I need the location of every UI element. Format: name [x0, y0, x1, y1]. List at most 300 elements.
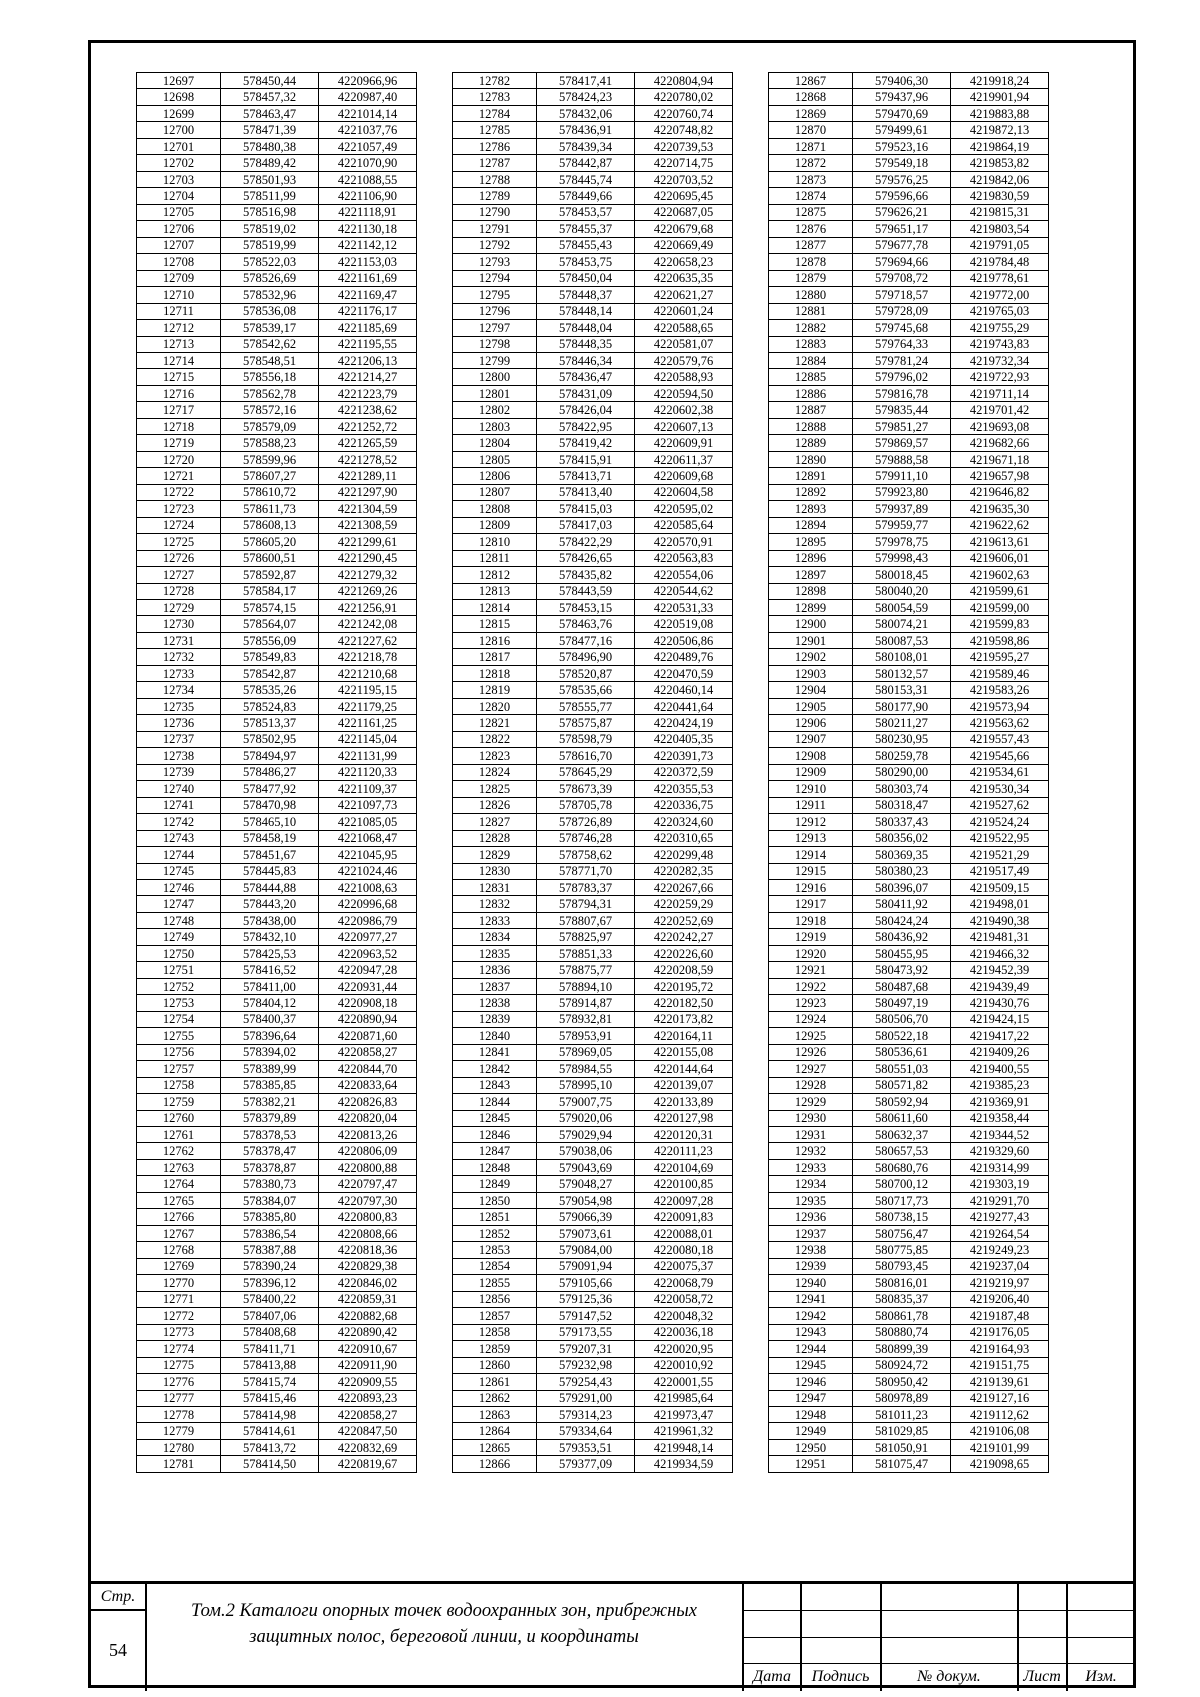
x-coordinate-cell: 578562,78	[221, 385, 319, 401]
y-coordinate-cell: 4221109,37	[319, 781, 417, 797]
x-coordinate-cell: 578519,99	[221, 237, 319, 253]
y-coordinate-cell: 4219973,47	[635, 1406, 733, 1422]
point-number-cell: 12750	[137, 945, 221, 961]
point-number-cell: 12729	[137, 600, 221, 616]
x-coordinate-cell: 578444,88	[221, 879, 319, 895]
x-coordinate-cell: 578758,62	[537, 847, 635, 863]
point-number-cell: 12782	[453, 73, 537, 89]
x-coordinate-cell: 579869,57	[853, 435, 951, 451]
point-number-cell: 12896	[769, 550, 853, 566]
point-number-cell: 12811	[453, 550, 537, 566]
x-coordinate-cell: 579781,24	[853, 352, 951, 368]
y-coordinate-cell: 4219329,60	[951, 1143, 1049, 1159]
table-row	[453, 303, 733, 319]
point-number-cell: 12825	[453, 781, 537, 797]
y-coordinate-cell: 4219595,27	[951, 649, 1049, 665]
x-coordinate-cell: 578526,69	[221, 270, 319, 286]
x-coordinate-cell: 578513,37	[221, 715, 319, 731]
point-number-cell: 12829	[453, 847, 537, 863]
table-row	[137, 1192, 417, 1208]
y-coordinate-cell: 4219101,99	[951, 1439, 1049, 1455]
table-row	[137, 1291, 417, 1307]
x-coordinate-cell: 580396,07	[853, 879, 951, 895]
y-coordinate-cell: 4220259,29	[635, 896, 733, 912]
x-coordinate-cell: 578588,23	[221, 435, 319, 451]
y-coordinate-cell: 4220611,37	[635, 451, 733, 467]
y-coordinate-cell: 4220164,11	[635, 1028, 733, 1044]
x-coordinate-cell: 578424,23	[537, 89, 635, 105]
point-number-cell: 12845	[453, 1110, 537, 1126]
table-row	[453, 484, 733, 500]
x-coordinate-cell: 580087,53	[853, 632, 951, 648]
table-row	[137, 320, 417, 336]
point-number-cell: 12892	[769, 484, 853, 500]
y-coordinate-cell: 4220800,83	[319, 1209, 417, 1225]
x-coordinate-cell: 578448,04	[537, 320, 635, 336]
x-coordinate-cell: 578385,80	[221, 1209, 319, 1225]
x-coordinate-cell: 579923,80	[853, 484, 951, 500]
point-number-cell: 12810	[453, 534, 537, 550]
table-row	[769, 501, 1049, 517]
point-number-cell: 12727	[137, 567, 221, 583]
point-number-cell: 12818	[453, 665, 537, 681]
x-coordinate-cell: 579718,57	[853, 287, 951, 303]
point-number-cell: 12699	[137, 105, 221, 121]
y-coordinate-cell: 4220111,23	[635, 1143, 733, 1159]
x-coordinate-cell: 578516,98	[221, 204, 319, 220]
point-number-cell: 12863	[453, 1406, 537, 1422]
y-coordinate-cell: 4219400,55	[951, 1061, 1049, 1077]
table-row	[769, 1390, 1049, 1406]
x-coordinate-cell: 578616,70	[537, 748, 635, 764]
x-coordinate-cell: 579254,43	[537, 1374, 635, 1390]
y-coordinate-cell: 4220847,50	[319, 1423, 417, 1439]
point-number-cell: 12824	[453, 764, 537, 780]
point-number-cell: 12932	[769, 1143, 853, 1159]
y-coordinate-cell: 4219430,76	[951, 995, 1049, 1011]
x-coordinate-cell: 578451,67	[221, 847, 319, 863]
table-row	[769, 1242, 1049, 1258]
point-number-cell: 12844	[453, 1094, 537, 1110]
y-coordinate-cell: 4220739,53	[635, 138, 733, 154]
y-coordinate-cell: 4221068,47	[319, 830, 417, 846]
point-number-cell: 12851	[453, 1209, 537, 1225]
table-row	[769, 1324, 1049, 1340]
point-number-cell: 12806	[453, 468, 537, 484]
table-row	[137, 484, 417, 500]
table-row	[769, 1341, 1049, 1357]
y-coordinate-cell: 4221290,45	[319, 550, 417, 566]
point-number-cell: 12850	[453, 1192, 537, 1208]
table-row	[137, 583, 417, 599]
y-coordinate-cell: 4220173,82	[635, 1011, 733, 1027]
point-number-cell: 12945	[769, 1357, 853, 1373]
page-label: Стр.	[91, 1584, 145, 1611]
y-coordinate-cell: 4221218,78	[319, 649, 417, 665]
point-number-cell: 12723	[137, 501, 221, 517]
x-coordinate-cell: 580680,76	[853, 1159, 951, 1175]
x-coordinate-cell: 578455,43	[537, 237, 635, 253]
x-coordinate-cell: 578415,46	[221, 1390, 319, 1406]
point-number-cell: 12781	[137, 1456, 221, 1472]
y-coordinate-cell: 4220068,79	[635, 1275, 733, 1291]
table-row	[137, 665, 417, 681]
point-number-cell: 12736	[137, 715, 221, 731]
y-coordinate-cell: 4220088,01	[635, 1225, 733, 1241]
x-coordinate-cell: 578435,82	[537, 567, 635, 583]
y-coordinate-cell: 4219599,83	[951, 616, 1049, 632]
point-number-cell: 12773	[137, 1324, 221, 1340]
point-number-cell: 12799	[453, 352, 537, 368]
table-row	[137, 1110, 417, 1126]
table-row	[137, 1127, 417, 1143]
y-coordinate-cell: 4220579,76	[635, 352, 733, 368]
table-row	[137, 879, 417, 895]
y-coordinate-cell: 4219557,43	[951, 731, 1049, 747]
y-coordinate-cell: 4221176,17	[319, 303, 417, 319]
table-row	[769, 287, 1049, 303]
table-row	[769, 1110, 1049, 1126]
y-coordinate-cell: 4220963,52	[319, 945, 417, 961]
x-coordinate-cell: 578953,91	[537, 1028, 635, 1044]
point-number-cell: 12854	[453, 1258, 537, 1274]
y-coordinate-cell: 4220609,91	[635, 435, 733, 451]
page-frame	[88, 40, 1136, 1688]
x-coordinate-cell: 578607,27	[221, 468, 319, 484]
table-row	[453, 73, 733, 89]
y-coordinate-cell: 4220020,95	[635, 1341, 733, 1357]
point-number-cell: 12816	[453, 632, 537, 648]
x-coordinate-cell: 578771,70	[537, 863, 635, 879]
table-row	[769, 929, 1049, 945]
table-row	[453, 105, 733, 121]
point-number-cell: 12805	[453, 451, 537, 467]
y-coordinate-cell: 4221289,11	[319, 468, 417, 484]
x-coordinate-cell: 578439,34	[537, 138, 635, 154]
y-coordinate-cell: 4221008,63	[319, 879, 417, 895]
y-coordinate-cell: 4221145,04	[319, 731, 417, 747]
table-row	[453, 122, 733, 138]
y-coordinate-cell: 4219853,82	[951, 155, 1049, 171]
table-row	[137, 1159, 417, 1175]
point-number-cell: 12776	[137, 1374, 221, 1390]
y-coordinate-cell: 4219237,04	[951, 1258, 1049, 1274]
y-coordinate-cell: 4220748,82	[635, 122, 733, 138]
y-coordinate-cell: 4219864,19	[951, 138, 1049, 154]
table-row	[137, 287, 417, 303]
x-coordinate-cell: 578794,31	[537, 896, 635, 912]
x-coordinate-cell: 579998,43	[853, 550, 951, 566]
table-row	[453, 1406, 733, 1422]
y-coordinate-cell: 4221214,27	[319, 369, 417, 385]
y-coordinate-cell: 4219682,66	[951, 435, 1049, 451]
x-coordinate-cell: 578673,39	[537, 781, 635, 797]
point-number-cell: 12884	[769, 352, 853, 368]
x-coordinate-cell: 580880,74	[853, 1324, 951, 1340]
y-coordinate-cell: 4219481,31	[951, 929, 1049, 945]
point-number-cell: 12801	[453, 385, 537, 401]
table-row	[137, 632, 417, 648]
table-row	[137, 402, 417, 418]
table-row	[453, 715, 733, 731]
table-row	[769, 1275, 1049, 1291]
y-coordinate-cell: 4219522,95	[951, 830, 1049, 846]
table-row	[137, 649, 417, 665]
point-number-cell: 12717	[137, 402, 221, 418]
table-row	[769, 1374, 1049, 1390]
table-row	[769, 517, 1049, 533]
table-row	[137, 1077, 417, 1093]
x-coordinate-cell: 580657,53	[853, 1143, 951, 1159]
point-number-cell: 12911	[769, 797, 853, 813]
x-coordinate-cell: 578600,51	[221, 550, 319, 566]
x-coordinate-cell: 579147,52	[537, 1308, 635, 1324]
coordinates-table-3	[768, 72, 1049, 1473]
x-coordinate-cell: 579576,25	[853, 171, 951, 187]
x-coordinate-cell: 580816,01	[853, 1275, 951, 1291]
x-coordinate-cell: 578932,81	[537, 1011, 635, 1027]
x-coordinate-cell: 578584,17	[221, 583, 319, 599]
point-number-cell: 12802	[453, 402, 537, 418]
y-coordinate-cell: 4219206,40	[951, 1291, 1049, 1307]
x-coordinate-cell: 579549,18	[853, 155, 951, 171]
point-number-cell: 12867	[769, 73, 853, 89]
table-row	[769, 863, 1049, 879]
point-number-cell: 12740	[137, 781, 221, 797]
x-coordinate-cell: 578417,41	[537, 73, 635, 89]
point-number-cell: 12866	[453, 1456, 537, 1472]
x-coordinate-cell: 579499,61	[853, 122, 951, 138]
point-number-cell: 12752	[137, 978, 221, 994]
table-row	[137, 978, 417, 994]
x-coordinate-cell: 578535,66	[537, 682, 635, 698]
point-number-cell: 12868	[769, 89, 853, 105]
point-number-cell: 12881	[769, 303, 853, 319]
y-coordinate-cell: 4219176,05	[951, 1324, 1049, 1340]
point-number-cell: 12885	[769, 369, 853, 385]
x-coordinate-cell: 578400,37	[221, 1011, 319, 1027]
coordinates-table-2	[452, 72, 733, 1473]
x-coordinate-cell: 579038,06	[537, 1143, 635, 1159]
table-row	[453, 665, 733, 681]
x-coordinate-cell: 580473,92	[853, 962, 951, 978]
table-row	[453, 698, 733, 714]
point-number-cell: 12703	[137, 171, 221, 187]
y-coordinate-cell: 4221131,99	[319, 748, 417, 764]
x-coordinate-cell: 578549,83	[221, 649, 319, 665]
x-coordinate-cell: 578532,96	[221, 287, 319, 303]
table-row	[769, 797, 1049, 813]
point-number-cell: 12874	[769, 188, 853, 204]
y-coordinate-cell: 4220819,67	[319, 1456, 417, 1472]
table-row	[769, 814, 1049, 830]
y-coordinate-cell: 4220977,27	[319, 929, 417, 945]
y-coordinate-cell: 4220155,08	[635, 1044, 733, 1060]
x-coordinate-cell: 580040,20	[853, 583, 951, 599]
point-number-cell: 12889	[769, 435, 853, 451]
table-row	[453, 89, 733, 105]
point-number-cell: 12777	[137, 1390, 221, 1406]
y-coordinate-cell: 4219671,18	[951, 451, 1049, 467]
point-number-cell: 12921	[769, 962, 853, 978]
x-coordinate-cell: 580756,47	[853, 1225, 951, 1241]
point-number-cell: 12853	[453, 1242, 537, 1258]
table-row	[453, 600, 733, 616]
y-coordinate-cell: 4221118,91	[319, 204, 417, 220]
point-number-cell: 12886	[769, 385, 853, 401]
y-coordinate-cell: 4221195,15	[319, 682, 417, 698]
x-coordinate-cell: 580717,73	[853, 1192, 951, 1208]
point-number-cell: 12841	[453, 1044, 537, 1060]
x-coordinate-cell: 578432,10	[221, 929, 319, 945]
table-row	[769, 1258, 1049, 1274]
table-row	[137, 221, 417, 237]
y-coordinate-cell: 4220097,28	[635, 1192, 733, 1208]
x-coordinate-cell: 580356,02	[853, 830, 951, 846]
x-coordinate-cell: 580380,23	[853, 863, 951, 879]
y-coordinate-cell: 4219784,48	[951, 254, 1049, 270]
y-coordinate-cell: 4220336,75	[635, 797, 733, 813]
x-coordinate-cell: 579745,68	[853, 320, 951, 336]
point-number-cell: 12791	[453, 221, 537, 237]
table-row	[137, 1044, 417, 1060]
table-row	[137, 863, 417, 879]
table-row	[137, 682, 417, 698]
y-coordinate-cell: 4219598,86	[951, 632, 1049, 648]
x-coordinate-cell: 578851,33	[537, 945, 635, 961]
y-coordinate-cell: 4220908,18	[319, 995, 417, 1011]
table-row	[453, 797, 733, 813]
point-number-cell: 12779	[137, 1423, 221, 1439]
document-title-line-2: защитных полос, береговой линии, и координаты	[249, 1627, 639, 1647]
point-number-cell: 12875	[769, 204, 853, 220]
table-row	[137, 912, 417, 928]
coordinates-table-1	[136, 72, 417, 1473]
x-coordinate-cell: 578443,59	[537, 583, 635, 599]
x-coordinate-cell: 579708,72	[853, 270, 951, 286]
y-coordinate-cell: 4220310,65	[635, 830, 733, 846]
point-number-cell: 12771	[137, 1291, 221, 1307]
y-coordinate-cell: 4220120,31	[635, 1127, 733, 1143]
point-number-cell: 12705	[137, 204, 221, 220]
y-coordinate-cell: 4220833,64	[319, 1077, 417, 1093]
point-number-cell: 12902	[769, 649, 853, 665]
y-coordinate-cell: 4219772,00	[951, 287, 1049, 303]
point-number-cell: 12813	[453, 583, 537, 599]
x-coordinate-cell: 579651,17	[853, 221, 951, 237]
table-row	[453, 1044, 733, 1060]
table-row	[769, 1061, 1049, 1077]
point-number-cell: 12772	[137, 1308, 221, 1324]
x-coordinate-cell: 578426,04	[537, 402, 635, 418]
y-coordinate-cell: 4219646,82	[951, 484, 1049, 500]
x-coordinate-cell: 578431,09	[537, 385, 635, 401]
point-number-cell: 12860	[453, 1357, 537, 1373]
x-coordinate-cell: 579048,27	[537, 1176, 635, 1192]
y-coordinate-cell: 4219314,99	[951, 1159, 1049, 1175]
table-row	[137, 797, 417, 813]
x-coordinate-cell: 580775,85	[853, 1242, 951, 1258]
x-coordinate-cell: 580497,19	[853, 995, 951, 1011]
table-row	[137, 89, 417, 105]
point-number-cell: 12927	[769, 1061, 853, 1077]
table-row	[453, 962, 733, 978]
table-row	[769, 122, 1049, 138]
y-coordinate-cell: 4221142,12	[319, 237, 417, 253]
table-row	[769, 879, 1049, 895]
y-coordinate-cell: 4220909,55	[319, 1374, 417, 1390]
table-row	[453, 451, 733, 467]
point-number-cell: 12800	[453, 369, 537, 385]
y-coordinate-cell: 4220091,83	[635, 1209, 733, 1225]
table-row	[137, 451, 417, 467]
x-coordinate-cell: 580835,37	[853, 1291, 951, 1307]
table-row	[769, 847, 1049, 863]
x-coordinate-cell: 578400,22	[221, 1291, 319, 1307]
y-coordinate-cell: 4220703,52	[635, 171, 733, 187]
x-coordinate-cell: 578445,83	[221, 863, 319, 879]
table-row	[453, 1110, 733, 1126]
y-coordinate-cell: 4219613,61	[951, 534, 1049, 550]
table-row	[769, 1291, 1049, 1307]
point-number-cell: 12890	[769, 451, 853, 467]
table-row	[769, 1225, 1049, 1241]
y-coordinate-cell: 4219755,29	[951, 320, 1049, 336]
x-coordinate-cell: 579091,94	[537, 1258, 635, 1274]
point-number-cell: 12847	[453, 1143, 537, 1159]
y-coordinate-cell: 4220100,85	[635, 1176, 733, 1192]
y-coordinate-cell: 4220544,62	[635, 583, 733, 599]
y-coordinate-cell: 4219722,93	[951, 369, 1049, 385]
x-coordinate-cell: 578453,75	[537, 254, 635, 270]
table-row	[453, 879, 733, 895]
x-coordinate-cell: 580950,42	[853, 1374, 951, 1390]
x-coordinate-cell: 580436,92	[853, 929, 951, 945]
y-coordinate-cell: 4220226,60	[635, 945, 733, 961]
point-number-cell: 12942	[769, 1308, 853, 1324]
y-coordinate-cell: 4220859,31	[319, 1291, 417, 1307]
y-coordinate-cell: 4220405,35	[635, 731, 733, 747]
point-number-cell: 12775	[137, 1357, 221, 1373]
y-coordinate-cell: 4219815,31	[951, 204, 1049, 220]
point-number-cell: 12710	[137, 287, 221, 303]
y-coordinate-cell: 4220601,24	[635, 303, 733, 319]
y-coordinate-cell: 4219803,54	[951, 221, 1049, 237]
point-number-cell: 12933	[769, 1159, 853, 1175]
point-number-cell: 12849	[453, 1176, 537, 1192]
y-coordinate-cell: 4219883,88	[951, 105, 1049, 121]
point-number-cell: 12828	[453, 830, 537, 846]
table-row	[453, 1308, 733, 1324]
table-row	[453, 830, 733, 846]
point-number-cell: 12769	[137, 1258, 221, 1274]
x-coordinate-cell: 578486,27	[221, 764, 319, 780]
table-row	[769, 534, 1049, 550]
x-coordinate-cell: 580793,45	[853, 1258, 951, 1274]
table-row	[453, 764, 733, 780]
y-coordinate-cell: 4219602,63	[951, 567, 1049, 583]
y-coordinate-cell: 4219985,64	[635, 1390, 733, 1406]
x-coordinate-cell: 578502,95	[221, 731, 319, 747]
x-coordinate-cell: 578984,55	[537, 1061, 635, 1077]
y-coordinate-cell: 4219534,61	[951, 764, 1049, 780]
point-number-cell: 12837	[453, 978, 537, 994]
table-row	[769, 320, 1049, 336]
page-number: 54	[109, 1640, 127, 1660]
point-number-cell: 12880	[769, 287, 853, 303]
x-coordinate-cell: 578457,32	[221, 89, 319, 105]
stamp-date-label: Дата	[753, 1668, 791, 1685]
